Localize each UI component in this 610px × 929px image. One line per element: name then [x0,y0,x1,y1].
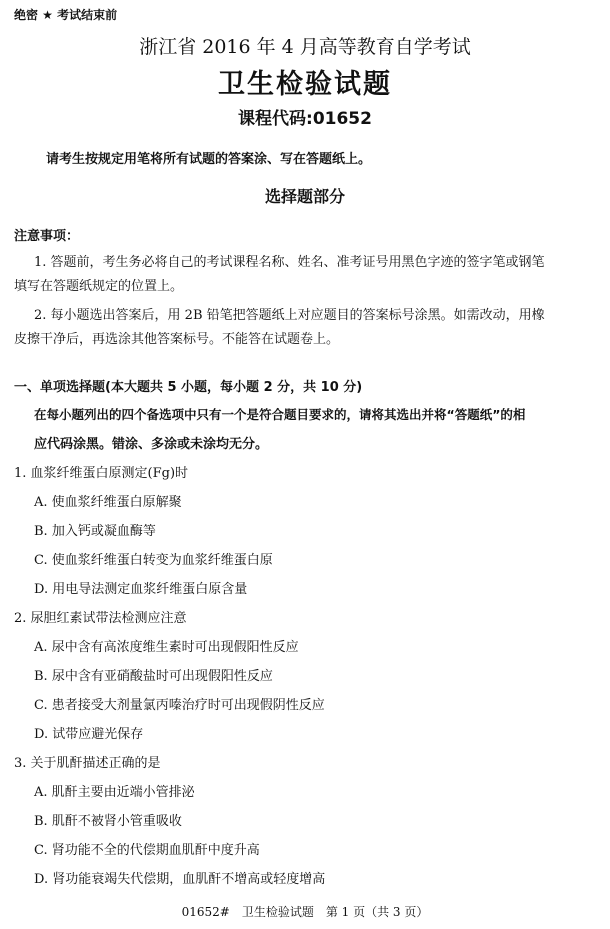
question-1-option-a: A. 使血浆纤维蛋白原解聚 [34,495,182,510]
question-2-option-d: D. 试带应避光保存 [34,727,144,742]
section-heading: 选择题部分 [264,187,345,206]
question-3-option-c: C. 肾功能不全的代偿期血肌酐中度升高 [34,843,260,858]
question-3-stem: 3. 关于肌酐描述正确的是 [14,756,161,771]
exam-line: 浙江省 2016 年 4 月高等教育自学考试 [139,36,471,58]
question-1-stem: 1. 血浆纤维蛋白原测定(Fg)时 [14,466,189,481]
confidential-mark: 绝密 ★ 考试结束前 [14,8,118,22]
question-1-option-c: C. 使血浆纤维蛋白转变为血浆纤维蛋白原 [34,553,273,568]
note-1-line-1: 1. 答题前，考生务必将自己的考试课程名称、姓名、准考证号用黑色字迹的签字笔或钢笔 [34,255,545,270]
question-2-option-a: A. 尿中含有高浓度维生素时可出现假阳性反应 [34,640,299,655]
notes-heading: 注意事项： [14,229,80,244]
question-3-option-b: B. 肌酐不被肾小管重吸收 [34,814,182,829]
course-code: 课程代码:01652 [238,109,372,129]
note-2-line-1: 2. 每小题选出答案后，用 2B 铅笔把答题纸上对应题目的答案标号涂黑。如需改动，用橡 [34,308,545,323]
question-1-option-b: B. 加入钙或凝血酶等 [34,524,156,539]
part-1-desc-line-2: 应代码涂黑。错涂、多涂或未涂均无分。 [34,437,269,452]
question-3-option-a: A. 肌酐主要由近端小管排泌 [34,785,195,800]
note-2-line-2: 皮擦干净后，再选涂其他答案标号。不能答在试题卷上。 [14,332,340,347]
part-1-desc-line-1: 在每小题列出的四个备选项中只有一个是符合题目要求的，请将其选出并将“答题纸”的相 [34,407,526,422]
part-1-heading: 一、单项选择题(本大题共 5 小题，每小题 2 分，共 10 分) [14,380,363,395]
page-footer: 01652# 卫生检验试题 第 1 页（共 3 页） [181,905,429,919]
question-2-option-b: B. 尿中含有亚硝酸盐时可出现假阳性反应 [34,669,273,684]
note-1-line-2: 填写在答题纸规定的位置上。 [14,279,184,294]
question-2-option-c: C. 患者接受大剂量氯丙嗪治疗时可出现假阴性反应 [34,698,325,713]
instruction-text: 请考生按规定用笔将所有试题的答案涂、写在答题纸上。 [46,152,372,167]
question-1-option-d: D. 用电导法测定血浆纤维蛋白原含量 [34,582,248,597]
question-2-stem: 2. 尿胆红素试带法检测应注意 [14,611,187,626]
question-3-option-d: D. 肾功能衰竭失代偿期，血肌酐不增高或轻度增高 [34,872,326,887]
page-title: 卫生检验试题 [218,69,392,100]
